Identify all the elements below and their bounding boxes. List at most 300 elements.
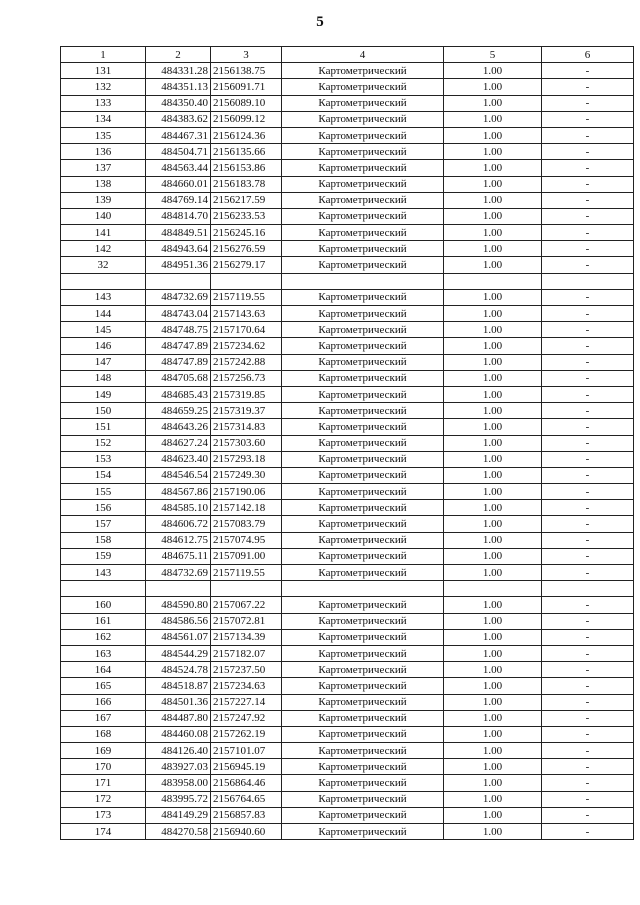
method-cell: Картометрический: [282, 95, 444, 111]
method-cell: Картометрический: [282, 322, 444, 338]
y-coordinate-cell: 2157143.63: [211, 306, 282, 322]
accuracy-cell: 1.00: [444, 726, 542, 742]
point-number-cell: 165: [61, 678, 146, 694]
column-header: 1: [61, 47, 146, 63]
table-row: [61, 403, 634, 419]
x-coordinate-cell: 484951.36: [146, 257, 211, 273]
description-cell: -: [542, 645, 634, 661]
method-cell: Картометрический: [282, 160, 444, 176]
y-coordinate-cell: 2157303.60: [211, 435, 282, 451]
x-coordinate-cell: 484149.29: [146, 807, 211, 823]
table-row: [61, 743, 634, 759]
description-cell: -: [542, 791, 634, 807]
method-cell: Картометрический: [282, 192, 444, 208]
x-coordinate-cell: 484524.78: [146, 662, 211, 678]
y-coordinate-cell: 2156945.19: [211, 759, 282, 775]
method-cell: Картометрический: [282, 629, 444, 645]
table-row: [61, 208, 634, 224]
y-coordinate-cell: 2157142.18: [211, 500, 282, 516]
x-coordinate-cell: 484732.69: [146, 565, 211, 581]
point-number-cell: 168: [61, 726, 146, 742]
accuracy-cell: 1.00: [444, 419, 542, 435]
accuracy-cell: 1.00: [444, 743, 542, 759]
point-number-cell: 139: [61, 192, 146, 208]
separator-row: [61, 581, 634, 597]
method-cell: Картометрический: [282, 807, 444, 823]
point-number-cell: 150: [61, 403, 146, 419]
x-coordinate-cell: 484606.72: [146, 516, 211, 532]
x-coordinate-cell: 484659.25: [146, 403, 211, 419]
accuracy-cell: 1.00: [444, 662, 542, 678]
method-cell: Картометрический: [282, 791, 444, 807]
x-coordinate-cell: 484623.40: [146, 451, 211, 467]
point-number-cell: 140: [61, 208, 146, 224]
accuracy-cell: 1.00: [444, 565, 542, 581]
description-cell: -: [542, 759, 634, 775]
description-cell: -: [542, 338, 634, 354]
accuracy-cell: [444, 273, 542, 289]
point-number-cell: 141: [61, 225, 146, 241]
x-coordinate-cell: 484567.86: [146, 484, 211, 500]
y-coordinate-cell: 2157101.07: [211, 743, 282, 759]
y-coordinate-cell: 2157119.55: [211, 565, 282, 581]
accuracy-cell: 1.00: [444, 532, 542, 548]
description-cell: -: [542, 403, 634, 419]
method-cell: Картометрический: [282, 338, 444, 354]
accuracy-cell: 1.00: [444, 791, 542, 807]
method-cell: Картометрический: [282, 645, 444, 661]
table-row: [61, 726, 634, 742]
accuracy-cell: 1.00: [444, 597, 542, 613]
method-cell: Картометрический: [282, 403, 444, 419]
x-coordinate-cell: 484586.56: [146, 613, 211, 629]
column-header: 6: [542, 47, 634, 63]
table-header-row: [61, 47, 634, 63]
table-row: [61, 160, 634, 176]
accuracy-cell: 1.00: [444, 79, 542, 95]
x-coordinate-cell: 484563.44: [146, 160, 211, 176]
point-number-cell: 148: [61, 370, 146, 386]
method-cell: Картометрический: [282, 289, 444, 305]
point-number-cell: [61, 581, 146, 597]
x-coordinate-cell: 484270.58: [146, 824, 211, 840]
y-coordinate-cell: 2157262.19: [211, 726, 282, 742]
accuracy-cell: 1.00: [444, 645, 542, 661]
y-coordinate-cell: 2157182.07: [211, 645, 282, 661]
x-coordinate-cell: 484561.07: [146, 629, 211, 645]
table-row: [61, 484, 634, 500]
table-row: [61, 322, 634, 338]
table-row: [61, 597, 634, 613]
point-number-cell: 142: [61, 241, 146, 257]
x-coordinate-cell: 484544.29: [146, 645, 211, 661]
y-coordinate-cell: 2156279.17: [211, 257, 282, 273]
accuracy-cell: 1.00: [444, 824, 542, 840]
table-row: [61, 79, 634, 95]
accuracy-cell: 1.00: [444, 322, 542, 338]
y-coordinate-cell: 2156135.66: [211, 144, 282, 160]
point-number-cell: 162: [61, 629, 146, 645]
table-row: [61, 516, 634, 532]
description-cell: -: [542, 225, 634, 241]
accuracy-cell: 1.00: [444, 370, 542, 386]
y-coordinate-cell: 2157170.64: [211, 322, 282, 338]
y-coordinate-cell: 2157134.39: [211, 629, 282, 645]
y-coordinate-cell: 2157237.50: [211, 662, 282, 678]
point-number-cell: 157: [61, 516, 146, 532]
table-row: [61, 306, 634, 322]
point-number-cell: 132: [61, 79, 146, 95]
accuracy-cell: 1.00: [444, 95, 542, 111]
description-cell: -: [542, 354, 634, 370]
description-cell: -: [542, 807, 634, 823]
y-coordinate-cell: 2156276.59: [211, 241, 282, 257]
table-row: [61, 548, 634, 564]
accuracy-cell: 1.00: [444, 435, 542, 451]
x-coordinate-cell: 484501.36: [146, 694, 211, 710]
point-number-cell: 143: [61, 565, 146, 581]
description-cell: -: [542, 613, 634, 629]
table-row: [61, 467, 634, 483]
table-row: [61, 694, 634, 710]
x-coordinate-cell: 484585.10: [146, 500, 211, 516]
x-coordinate-cell: 484546.54: [146, 467, 211, 483]
method-cell: Картометрический: [282, 662, 444, 678]
description-cell: -: [542, 306, 634, 322]
method-cell: Картометрический: [282, 565, 444, 581]
method-cell: Картометрический: [282, 306, 444, 322]
method-cell: Картометрический: [282, 484, 444, 500]
table-row: [61, 354, 634, 370]
table-row: [61, 435, 634, 451]
x-coordinate-cell: [146, 581, 211, 597]
y-coordinate-cell: 2157119.55: [211, 289, 282, 305]
table-row: [61, 645, 634, 661]
table-row: [61, 225, 634, 241]
table-row: [61, 192, 634, 208]
y-coordinate-cell: 2157319.37: [211, 403, 282, 419]
accuracy-cell: 1.00: [444, 127, 542, 143]
accuracy-cell: 1.00: [444, 775, 542, 791]
column-header: 3: [211, 47, 282, 63]
y-coordinate-cell: 2156091.71: [211, 79, 282, 95]
table-row: [61, 565, 634, 581]
y-coordinate-cell: 2157249.30: [211, 467, 282, 483]
point-number-cell: 163: [61, 645, 146, 661]
method-cell: Картометрический: [282, 419, 444, 435]
method-cell: Картометрический: [282, 370, 444, 386]
accuracy-cell: 1.00: [444, 208, 542, 224]
accuracy-cell: 1.00: [444, 176, 542, 192]
description-cell: -: [542, 662, 634, 678]
point-number-cell: 152: [61, 435, 146, 451]
method-cell: Картометрический: [282, 451, 444, 467]
x-coordinate-cell: 484660.01: [146, 176, 211, 192]
accuracy-cell: 1.00: [444, 516, 542, 532]
point-number-cell: 160: [61, 597, 146, 613]
x-coordinate-cell: 484504.71: [146, 144, 211, 160]
y-coordinate-cell: 2156764.65: [211, 791, 282, 807]
point-number-cell: [61, 273, 146, 289]
x-coordinate-cell: 484747.89: [146, 354, 211, 370]
description-cell: -: [542, 192, 634, 208]
point-number-cell: 170: [61, 759, 146, 775]
description-cell: -: [542, 127, 634, 143]
description-cell: -: [542, 160, 634, 176]
table-row: [61, 95, 634, 111]
accuracy-cell: 1.00: [444, 144, 542, 160]
accuracy-cell: 1.00: [444, 289, 542, 305]
point-number-cell: 158: [61, 532, 146, 548]
method-cell: Картометрический: [282, 759, 444, 775]
table-row: [61, 386, 634, 402]
point-number-cell: 167: [61, 710, 146, 726]
description-cell: -: [542, 370, 634, 386]
accuracy-cell: 1.00: [444, 160, 542, 176]
x-coordinate-cell: 484351.13: [146, 79, 211, 95]
y-coordinate-cell: 2156245.16: [211, 225, 282, 241]
description-cell: [542, 581, 634, 597]
point-number-cell: 149: [61, 386, 146, 402]
description-cell: -: [542, 694, 634, 710]
table-row: [61, 500, 634, 516]
point-number-cell: 151: [61, 419, 146, 435]
accuracy-cell: [444, 581, 542, 597]
y-coordinate-cell: [211, 273, 282, 289]
y-coordinate-cell: 2157234.62: [211, 338, 282, 354]
table-row: [61, 63, 634, 79]
x-coordinate-cell: 484814.70: [146, 208, 211, 224]
y-coordinate-cell: 2156217.59: [211, 192, 282, 208]
point-number-cell: 145: [61, 322, 146, 338]
accuracy-cell: 1.00: [444, 225, 542, 241]
accuracy-cell: 1.00: [444, 403, 542, 419]
accuracy-cell: 1.00: [444, 257, 542, 273]
accuracy-cell: 1.00: [444, 807, 542, 823]
x-coordinate-cell: 484487.80: [146, 710, 211, 726]
description-cell: -: [542, 629, 634, 645]
description-cell: -: [542, 435, 634, 451]
point-number-cell: 143: [61, 289, 146, 305]
description-cell: -: [542, 111, 634, 127]
y-coordinate-cell: 2157247.92: [211, 710, 282, 726]
point-number-cell: 172: [61, 791, 146, 807]
column-header: 2: [146, 47, 211, 63]
method-cell: Картометрический: [282, 467, 444, 483]
description-cell: -: [542, 386, 634, 402]
table-row: [61, 678, 634, 694]
y-coordinate-cell: 2156233.53: [211, 208, 282, 224]
accuracy-cell: 1.00: [444, 759, 542, 775]
description-cell: -: [542, 500, 634, 516]
description-cell: -: [542, 565, 634, 581]
table-row: [61, 532, 634, 548]
x-coordinate-cell: 484518.87: [146, 678, 211, 694]
method-cell: Картометрический: [282, 79, 444, 95]
description-cell: -: [542, 467, 634, 483]
y-coordinate-cell: 2157083.79: [211, 516, 282, 532]
table-row: [61, 241, 634, 257]
description-cell: -: [542, 710, 634, 726]
point-number-cell: 146: [61, 338, 146, 354]
description-cell: -: [542, 532, 634, 548]
x-coordinate-cell: 484612.75: [146, 532, 211, 548]
x-coordinate-cell: 484383.62: [146, 111, 211, 127]
y-coordinate-cell: 2157067.22: [211, 597, 282, 613]
description-cell: -: [542, 63, 634, 79]
x-coordinate-cell: 484627.24: [146, 435, 211, 451]
method-cell: Картометрический: [282, 532, 444, 548]
method-cell: [282, 581, 444, 597]
description-cell: -: [542, 678, 634, 694]
accuracy-cell: 1.00: [444, 111, 542, 127]
description-cell: -: [542, 548, 634, 564]
table-row: [61, 289, 634, 305]
table-row: [61, 127, 634, 143]
y-coordinate-cell: 2157074.95: [211, 532, 282, 548]
y-coordinate-cell: 2156099.12: [211, 111, 282, 127]
x-coordinate-cell: 484743.04: [146, 306, 211, 322]
point-number-cell: 159: [61, 548, 146, 564]
accuracy-cell: 1.00: [444, 678, 542, 694]
accuracy-cell: 1.00: [444, 484, 542, 500]
accuracy-cell: 1.00: [444, 386, 542, 402]
method-cell: Картометрический: [282, 354, 444, 370]
x-coordinate-cell: 484685.43: [146, 386, 211, 402]
y-coordinate-cell: 2156940.60: [211, 824, 282, 840]
description-cell: -: [542, 322, 634, 338]
accuracy-cell: 1.00: [444, 694, 542, 710]
description-cell: -: [542, 208, 634, 224]
method-cell: Картометрический: [282, 435, 444, 451]
accuracy-cell: 1.00: [444, 354, 542, 370]
table-row: [61, 613, 634, 629]
x-coordinate-cell: 483995.72: [146, 791, 211, 807]
y-coordinate-cell: 2157190.06: [211, 484, 282, 500]
x-coordinate-cell: 484460.08: [146, 726, 211, 742]
method-cell: Картометрический: [282, 613, 444, 629]
y-coordinate-cell: 2157072.81: [211, 613, 282, 629]
point-number-cell: 138: [61, 176, 146, 192]
method-cell: Картометрический: [282, 824, 444, 840]
accuracy-cell: 1.00: [444, 241, 542, 257]
point-number-cell: 161: [61, 613, 146, 629]
x-coordinate-cell: 484769.14: [146, 192, 211, 208]
method-cell: Картометрический: [282, 694, 444, 710]
point-number-cell: 166: [61, 694, 146, 710]
table-row: [61, 370, 634, 386]
y-coordinate-cell: 2157091.00: [211, 548, 282, 564]
method-cell: Картометрический: [282, 726, 444, 742]
accuracy-cell: 1.00: [444, 710, 542, 726]
accuracy-cell: 1.00: [444, 500, 542, 516]
method-cell: Картометрический: [282, 144, 444, 160]
point-number-cell: 135: [61, 127, 146, 143]
x-coordinate-cell: 484467.31: [146, 127, 211, 143]
method-cell: Картометрический: [282, 516, 444, 532]
x-coordinate-cell: 484331.28: [146, 63, 211, 79]
description-cell: -: [542, 516, 634, 532]
point-number-cell: 169: [61, 743, 146, 759]
method-cell: Картометрический: [282, 176, 444, 192]
y-coordinate-cell: 2156183.78: [211, 176, 282, 192]
y-coordinate-cell: 2157227.14: [211, 694, 282, 710]
point-number-cell: 147: [61, 354, 146, 370]
method-cell: Картометрический: [282, 257, 444, 273]
table-row: [61, 338, 634, 354]
description-cell: -: [542, 144, 634, 160]
x-coordinate-cell: 484849.51: [146, 225, 211, 241]
coordinates-table: [60, 46, 634, 840]
y-coordinate-cell: 2156089.10: [211, 95, 282, 111]
description-cell: -: [542, 289, 634, 305]
description-cell: -: [542, 241, 634, 257]
method-cell: Картометрический: [282, 63, 444, 79]
y-coordinate-cell: 2156153.86: [211, 160, 282, 176]
point-number-cell: 131: [61, 63, 146, 79]
table-row: [61, 176, 634, 192]
accuracy-cell: 1.00: [444, 548, 542, 564]
table-row: [61, 791, 634, 807]
point-number-cell: 171: [61, 775, 146, 791]
y-coordinate-cell: [211, 581, 282, 597]
x-coordinate-cell: [146, 273, 211, 289]
x-coordinate-cell: 484126.40: [146, 743, 211, 759]
table-row: [61, 144, 634, 160]
y-coordinate-cell: 2156124.36: [211, 127, 282, 143]
point-number-cell: 153: [61, 451, 146, 467]
y-coordinate-cell: 2157256.73: [211, 370, 282, 386]
description-cell: -: [542, 824, 634, 840]
description-cell: -: [542, 597, 634, 613]
point-number-cell: 133: [61, 95, 146, 111]
method-cell: Картометрический: [282, 597, 444, 613]
point-number-cell: 174: [61, 824, 146, 840]
table-row: [61, 111, 634, 127]
method-cell: Картометрический: [282, 548, 444, 564]
description-cell: -: [542, 451, 634, 467]
point-number-cell: 136: [61, 144, 146, 160]
method-cell: Картометрический: [282, 386, 444, 402]
method-cell: Картометрический: [282, 208, 444, 224]
description-cell: -: [542, 743, 634, 759]
method-cell: Картометрический: [282, 710, 444, 726]
accuracy-cell: 1.00: [444, 613, 542, 629]
x-coordinate-cell: 483958.00: [146, 775, 211, 791]
method-cell: Картометрический: [282, 111, 444, 127]
table-row: [61, 807, 634, 823]
x-coordinate-cell: 484705.68: [146, 370, 211, 386]
point-number-cell: 173: [61, 807, 146, 823]
x-coordinate-cell: 483927.03: [146, 759, 211, 775]
method-cell: Картометрический: [282, 127, 444, 143]
accuracy-cell: 1.00: [444, 467, 542, 483]
accuracy-cell: 1.00: [444, 306, 542, 322]
x-coordinate-cell: 484943.64: [146, 241, 211, 257]
table-row: [61, 419, 634, 435]
y-coordinate-cell: 2156864.46: [211, 775, 282, 791]
y-coordinate-cell: 2157319.85: [211, 386, 282, 402]
description-cell: -: [542, 419, 634, 435]
column-header: 5: [444, 47, 542, 63]
column-header: 4: [282, 47, 444, 63]
table-row: [61, 775, 634, 791]
accuracy-cell: 1.00: [444, 192, 542, 208]
x-coordinate-cell: 484675.11: [146, 548, 211, 564]
method-cell: Картометрический: [282, 500, 444, 516]
table-row: [61, 710, 634, 726]
table-row: [61, 451, 634, 467]
